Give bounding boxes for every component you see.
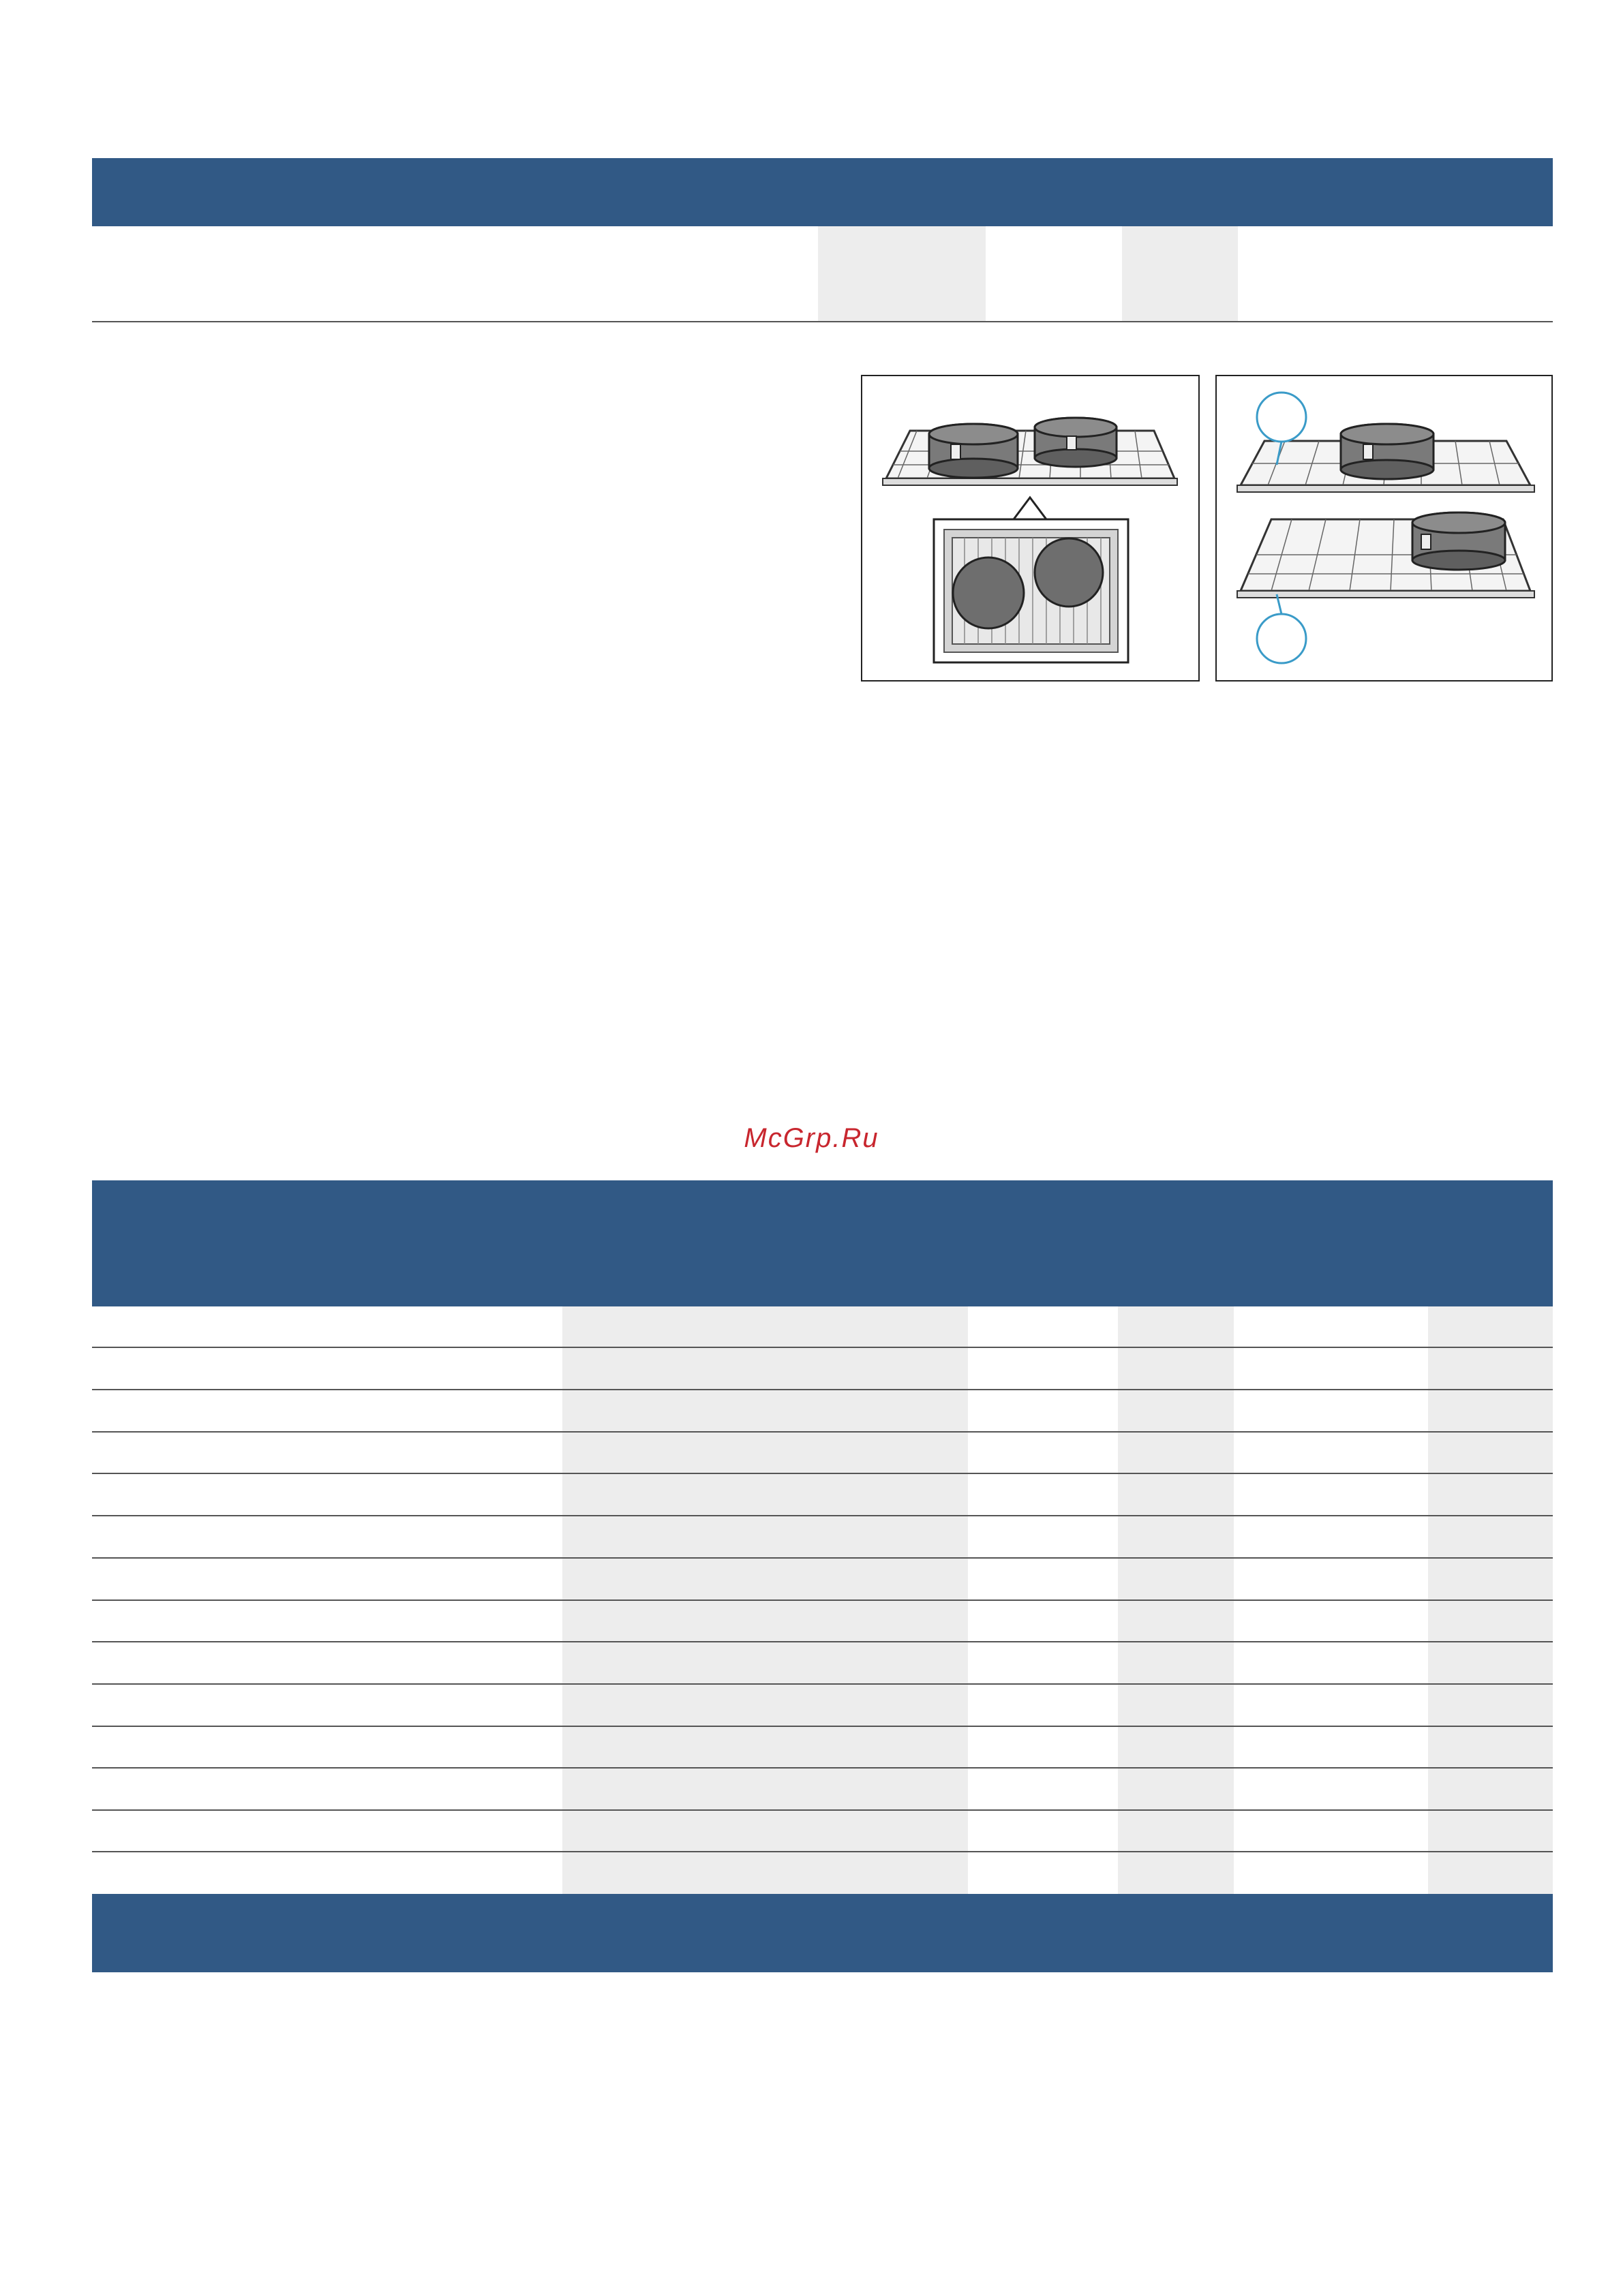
table-row bbox=[92, 1851, 1553, 1852]
table-row bbox=[92, 1515, 1553, 1516]
bottom-table-footer bbox=[92, 1894, 1553, 1972]
top-table-shaded-cell-2 bbox=[1122, 226, 1238, 322]
table-row bbox=[92, 1347, 1553, 1348]
table-row bbox=[92, 1641, 1553, 1642]
bottom-table-header bbox=[92, 1180, 1553, 1306]
watermark: McGrp.Ru bbox=[744, 1123, 879, 1153]
table-row bbox=[92, 1767, 1553, 1769]
top-table-rule bbox=[92, 321, 1553, 322]
top-table-header bbox=[92, 158, 1553, 226]
table-row bbox=[92, 1473, 1553, 1474]
table-row bbox=[92, 1683, 1553, 1685]
top-table-row bbox=[92, 226, 1553, 322]
top-table-shaded-cell-1 bbox=[818, 226, 986, 322]
table-row bbox=[92, 1557, 1553, 1559]
figure-one-level bbox=[861, 375, 1200, 682]
table-row bbox=[92, 1431, 1553, 1433]
table-row bbox=[92, 1389, 1553, 1390]
table-row bbox=[92, 1599, 1553, 1601]
table-row bbox=[92, 1726, 1553, 1727]
figure-two-levels bbox=[1215, 375, 1553, 682]
table-row bbox=[92, 1809, 1553, 1811]
two-racks-two-pans-icon bbox=[1217, 376, 1551, 680]
single-rack-two-pans-icon bbox=[862, 376, 1198, 680]
